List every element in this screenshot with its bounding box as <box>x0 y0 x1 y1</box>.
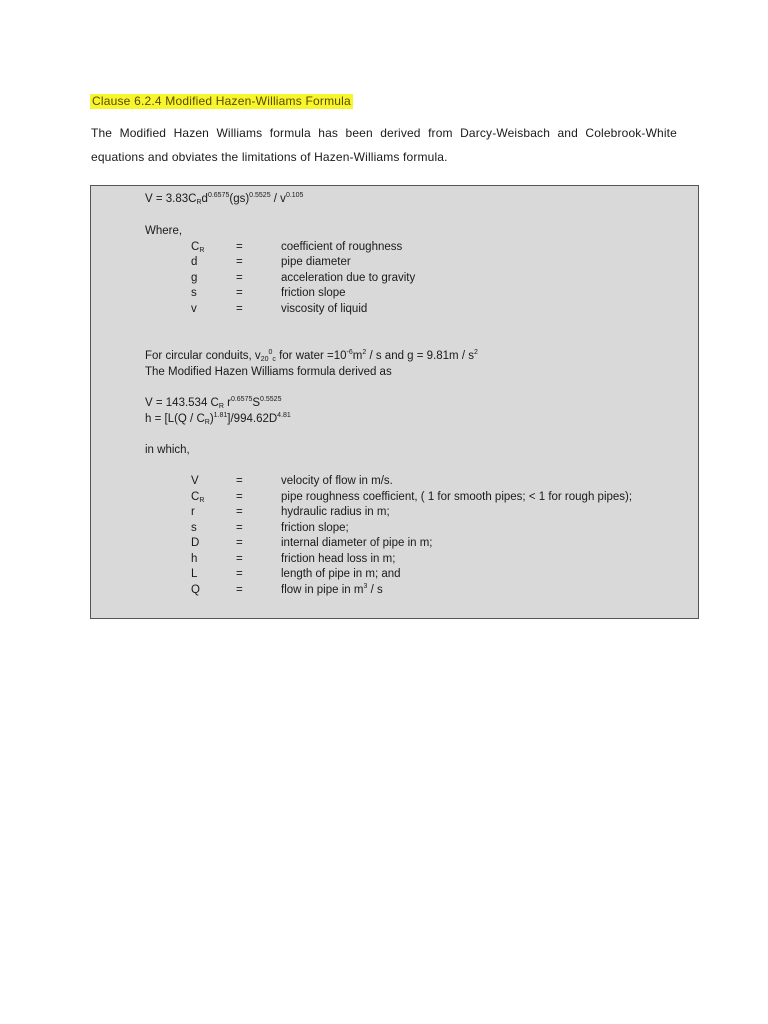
superscript: 4.81 <box>277 412 291 419</box>
definition: acceleration due to gravity <box>281 272 416 284</box>
in-which-label: in which, <box>145 444 190 456</box>
symbol: s <box>191 287 197 299</box>
in-which-row <box>91 505 691 520</box>
definition: length of pipe in m; and <box>281 568 401 580</box>
formula-v-general <box>145 192 303 206</box>
superscript: -6 <box>346 349 353 356</box>
in-which-row <box>91 521 691 536</box>
formula-v-circular <box>145 396 281 410</box>
formula-text: V = 143.534 C <box>145 397 219 409</box>
formula-text: / s and g = 9.81m / s <box>366 350 474 362</box>
subscript: R <box>196 199 202 206</box>
equals-sign: = <box>236 506 243 518</box>
symbol: $C_R$ <box>191 491 205 504</box>
in-which-row <box>91 490 691 505</box>
in-which-row <box>91 474 691 489</box>
symbol: v <box>191 303 197 315</box>
formula-text: / v <box>270 193 286 205</box>
clause-heading: Clause 6.2.4 Modified Hazen-Williams Formula <box>92 94 351 108</box>
definition: hydraulic radius in m; <box>281 506 390 518</box>
equals-sign: = <box>236 256 243 268</box>
intro-paragraph: The Modified Hazen Williams formula has been derived from Darcy-Weisbach and Colebrook-White equations and obviates the limitations of Hazen-Williams formula. <box>91 126 677 164</box>
formula-text: For circular conduits, v <box>145 350 261 362</box>
where-row <box>91 240 691 255</box>
equals-sign: = <box>236 584 243 596</box>
definition: friction slope <box>281 287 346 299</box>
in-which-row <box>91 567 691 582</box>
superscript: 0.6575 <box>230 396 253 403</box>
definition: pipe diameter <box>281 256 351 268</box>
equals-sign: = <box>236 491 243 503</box>
equals-sign: = <box>236 241 243 253</box>
symbol: $C_R$ <box>191 241 205 254</box>
definition: internal diameter of pipe in m; <box>281 537 433 549</box>
formula-text: (gs) <box>229 193 250 205</box>
formula-text: ]/994.62D <box>227 413 278 425</box>
symbol: Q <box>191 584 200 596</box>
where-row <box>91 302 691 317</box>
superscript: 0.105 <box>285 192 304 199</box>
formula-head-loss <box>145 412 291 426</box>
formula-text: ) <box>209 413 214 425</box>
symbol: L <box>191 568 198 580</box>
equals-sign: = <box>236 522 243 534</box>
superscript: 2 <box>362 349 367 356</box>
circular-conduits-line <box>145 349 478 363</box>
formula-text: S <box>252 397 261 409</box>
subscript: R <box>218 403 224 410</box>
definition: velocity of flow in m/s. <box>281 475 393 487</box>
superscript: 0.5525 <box>249 192 271 199</box>
formula-text: h = [L(Q / C <box>145 413 205 425</box>
where-label: Where, <box>145 225 183 237</box>
symbol: V <box>191 475 199 487</box>
superscript: 0.6575 <box>207 192 230 199</box>
equals-sign: = <box>236 553 243 565</box>
definition: viscosity of liquid <box>281 303 368 315</box>
superscript: 0.5525 <box>260 396 282 403</box>
in-which-row <box>91 552 691 567</box>
symbol: r <box>191 506 195 518</box>
equals-sign: = <box>236 272 243 284</box>
formula-text: V = 3.83C <box>145 193 197 205</box>
superscript: 2 <box>473 349 478 356</box>
equals-sign: = <box>236 568 243 580</box>
symbol: g <box>191 272 198 284</box>
derived-as-line: The Modified Hazen Williams formula derived as <box>145 366 392 378</box>
superscript: 0 <box>268 349 273 356</box>
subscript: 20 <box>260 356 269 363</box>
definition: friction slope; <box>281 522 349 534</box>
formula-text: r <box>223 397 231 409</box>
definition: pipe roughness coefficient, ( 1 for smooth pipes; < 1 for rough pipes); <box>281 491 633 503</box>
definition: flow in pipe in $m^3$ / s <box>281 583 383 596</box>
definition: coefficient of roughness <box>281 241 403 253</box>
symbol: s <box>191 522 197 534</box>
formula-text: for water =10 <box>275 350 347 362</box>
superscript: 1.81 <box>213 412 228 419</box>
in-which-row <box>91 583 691 598</box>
formula-text: m <box>352 350 363 362</box>
subscript: R <box>204 419 210 426</box>
formula-box <box>90 185 699 619</box>
subscript: c <box>272 356 276 363</box>
equals-sign: = <box>236 537 243 549</box>
where-row <box>91 271 691 286</box>
equals-sign: = <box>236 287 243 299</box>
where-row <box>91 286 691 301</box>
equals-sign: = <box>236 303 243 315</box>
in-which-row <box>91 536 691 551</box>
equals-sign: = <box>236 475 243 487</box>
symbol: D <box>191 537 200 549</box>
symbol: h <box>191 553 198 565</box>
formula-text: d <box>201 193 208 205</box>
definition: friction head loss in m; <box>281 553 396 565</box>
where-row <box>91 255 691 270</box>
symbol: d <box>191 256 198 268</box>
